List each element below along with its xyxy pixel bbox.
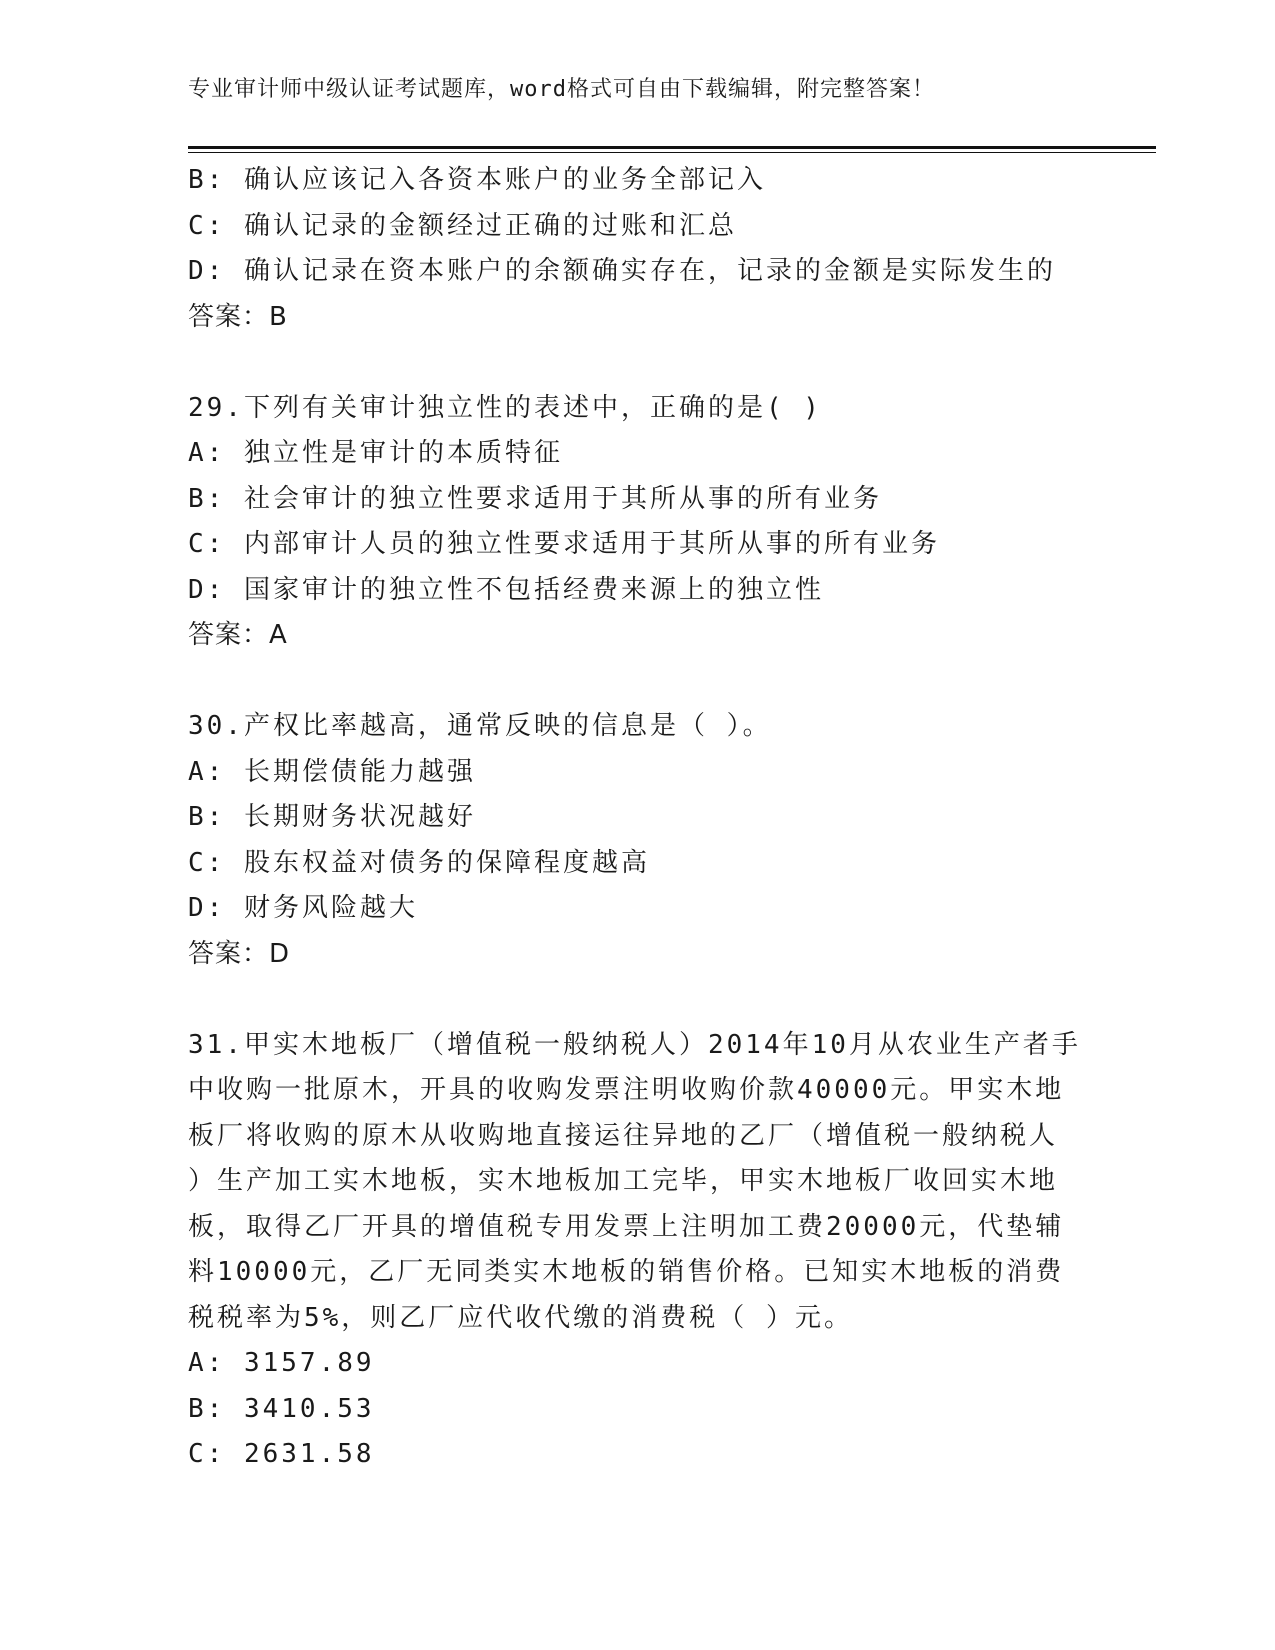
q29-stem: 29.下列有关审计独立性的表述中，正确的是( ) bbox=[188, 392, 822, 423]
q31-stem-line: 料10000元，乙厂无同类实木地板的销售价格。已知实木地板的消费 bbox=[188, 1257, 1065, 1287]
spacer bbox=[188, 659, 1088, 705]
question-content bbox=[188, 158, 1088, 1478]
q31-option-a: A: 3157.89 bbox=[188, 1348, 375, 1378]
q29-option-d: D: 国家审计的独立性不包括经费来源上的独立性 bbox=[188, 574, 824, 605]
q31-option-b: B: 3410.53 bbox=[188, 1393, 375, 1424]
q28-option-d: D: 确认记录在资本账户的余额确实存在，记录的金额是实际发生的 bbox=[188, 256, 1056, 286]
q31-stem-line: 税税率为5%，则乙厂应代收代缴的消费税（ ）元。 bbox=[188, 1302, 853, 1333]
page-header: 专业审计师中级认证考试题库，word格式可自由下载编辑，附完整答案！ bbox=[188, 77, 935, 102]
q29-answer: 答案：A bbox=[188, 620, 288, 650]
spacer bbox=[188, 977, 1088, 1023]
q30-answer: 答案：D bbox=[188, 938, 291, 969]
q30-option-c: C: 股东权益对债务的保障程度越高 bbox=[188, 847, 650, 878]
q28-option-b: B: 确认应该记入各资本账户的业务全部记入 bbox=[188, 165, 766, 195]
q29-option-b: B: 社会审计的独立性要求适用于其所从事的所有业务 bbox=[188, 483, 882, 514]
header-rule-thick bbox=[188, 146, 1156, 149]
q30-option-a: A: 长期偿债能力越强 bbox=[188, 756, 476, 787]
q31-option-c: C: 2631.58 bbox=[188, 1439, 375, 1469]
q31-stem-line: 中收购一批原木，开具的收购发票注明收购价款40000元。甲实木地 bbox=[188, 1075, 1065, 1105]
q31-stem-line: 板厂将收购的原木从收购地直接运往异地的乙厂（增值税一般纳税人 bbox=[188, 1120, 1059, 1151]
q28-option-c: C: 确认记录的金额经过正确的过账和汇总 bbox=[188, 210, 737, 241]
q31-stem-line: 板，取得乙厂开具的增值税专用发票上注明加工费20000元，代垫辅 bbox=[188, 1211, 1065, 1242]
q29-option-c: C: 内部审计人员的独立性要求适用于其所从事的所有业务 bbox=[188, 529, 940, 559]
q31-stem-line: ）生产加工实木地板，实木地板加工完毕，甲实木地板厂收回实木地 bbox=[188, 1166, 1059, 1196]
q30-option-b: B: 长期财务状况越好 bbox=[188, 802, 476, 832]
q28-answer: 答案：B bbox=[188, 301, 288, 332]
q30-stem: 30.产权比率越高，通常反映的信息是（ ）。 bbox=[188, 711, 772, 741]
q30-option-d: D: 财务风险越大 bbox=[188, 893, 418, 923]
header-rule-thin bbox=[188, 152, 1156, 153]
q31-stem-line: 31.甲实木地板厂（增值税一般纳税人）2014年10月从农业生产者手 bbox=[188, 1029, 1081, 1060]
q29-option-a: A: 独立性是审计的本质特征 bbox=[188, 438, 563, 468]
spacer bbox=[188, 340, 1088, 386]
